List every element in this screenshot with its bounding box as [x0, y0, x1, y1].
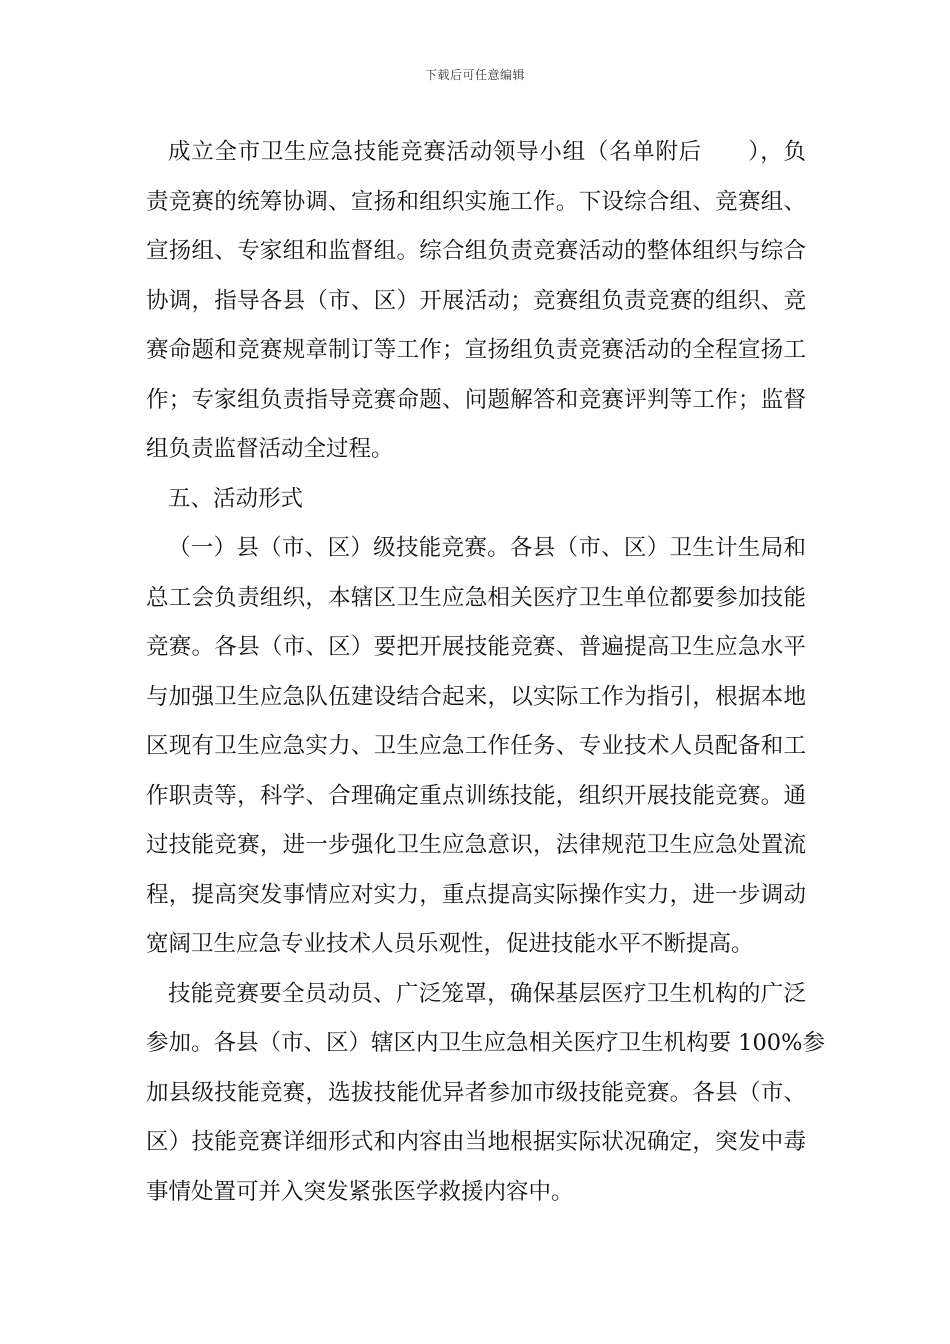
text-line: 加县级技能竞赛，选拔技能优异者参加市级技能竞赛。各县（市、: [146, 1079, 806, 1106]
text-line: 事情处置可并入突发紧张医学救援内容中。: [146, 1178, 574, 1205]
text-line: 过技能竞赛，进一步强化卫生应急意识，法律规范卫生应急处置流: [146, 832, 806, 858]
text-line: 宽阔卫生应急专业技术人员乐观性，促进技能水平不断提高。: [146, 931, 754, 957]
text-line: 竞赛。各县（市、区）要把开展技能竞赛、普遍提高卫生应急水平: [146, 634, 806, 660]
text-line: （一）县（市、区）级技能竞赛。各县（市、区）卫生计生局和: [168, 535, 806, 561]
text-line: 组负责监督活动全过程。: [146, 436, 394, 462]
text-line: 区现有卫生应急实力、卫生应急工作任务、专业技术人员配备和工: [146, 733, 806, 759]
text-line: 与加强卫生应急队伍建设结合起来，以实际工作为指引，根据本地: [146, 683, 806, 710]
document-body: [146, 132, 825, 1221]
paragraph-leadership-group: [146, 132, 806, 479]
text-line: 程，提高突发事情应对实力，重点提高实际操作实力，进一步调动: [146, 881, 806, 908]
text-line: 技能竞赛要全员动员、广泛笼罩，确保基层医疗卫生机构的广泛: [168, 980, 806, 1007]
text-line: 赛命题和竞赛规章制订等工作；宣扬组负责竞赛活动的全程宣扬工: [146, 337, 806, 363]
text-line: 宣扬组、专家组和监督组。综合组负责竞赛活动的整体组织与综合: [146, 238, 806, 264]
text-line: 区）技能竞赛详细形式和内容由当地根据实际状况确定，突发中毒: [146, 1129, 806, 1155]
page-header: 下载后可任意编辑: [424, 68, 525, 82]
text-line: 协调，指导各县（市、区）开展活动；竞赛组负责竞赛的组织、竞: [146, 287, 806, 314]
section-heading: 五、活动形式: [168, 485, 304, 512]
text-line: 成立全市卫生应急技能竞赛活动领导小组（名单附后 ），负: [168, 139, 806, 165]
text-line: 参加。各县（市、区）辖区内卫生应急相关医疗卫生机构要 100%参: [146, 1030, 825, 1056]
text-line: 作；专家组负责指导竞赛命题、问题解答和竞赛评判等工作；监督: [146, 386, 806, 413]
text-line: 责竞赛的统筹协调、宣扬和组织实施工作。下设综合组、竞赛组、: [146, 188, 806, 215]
paragraph-full-mobilization: [146, 974, 825, 1222]
paragraph-county-competition: [146, 528, 806, 974]
text-line: 作职责等，科学、合理确定重点训练技能，组织开展技能竞赛。通: [146, 782, 806, 809]
text-line: 总工会负责组织，本辖区卫生应急相关医疗卫生单位都要参加技能: [146, 584, 806, 611]
